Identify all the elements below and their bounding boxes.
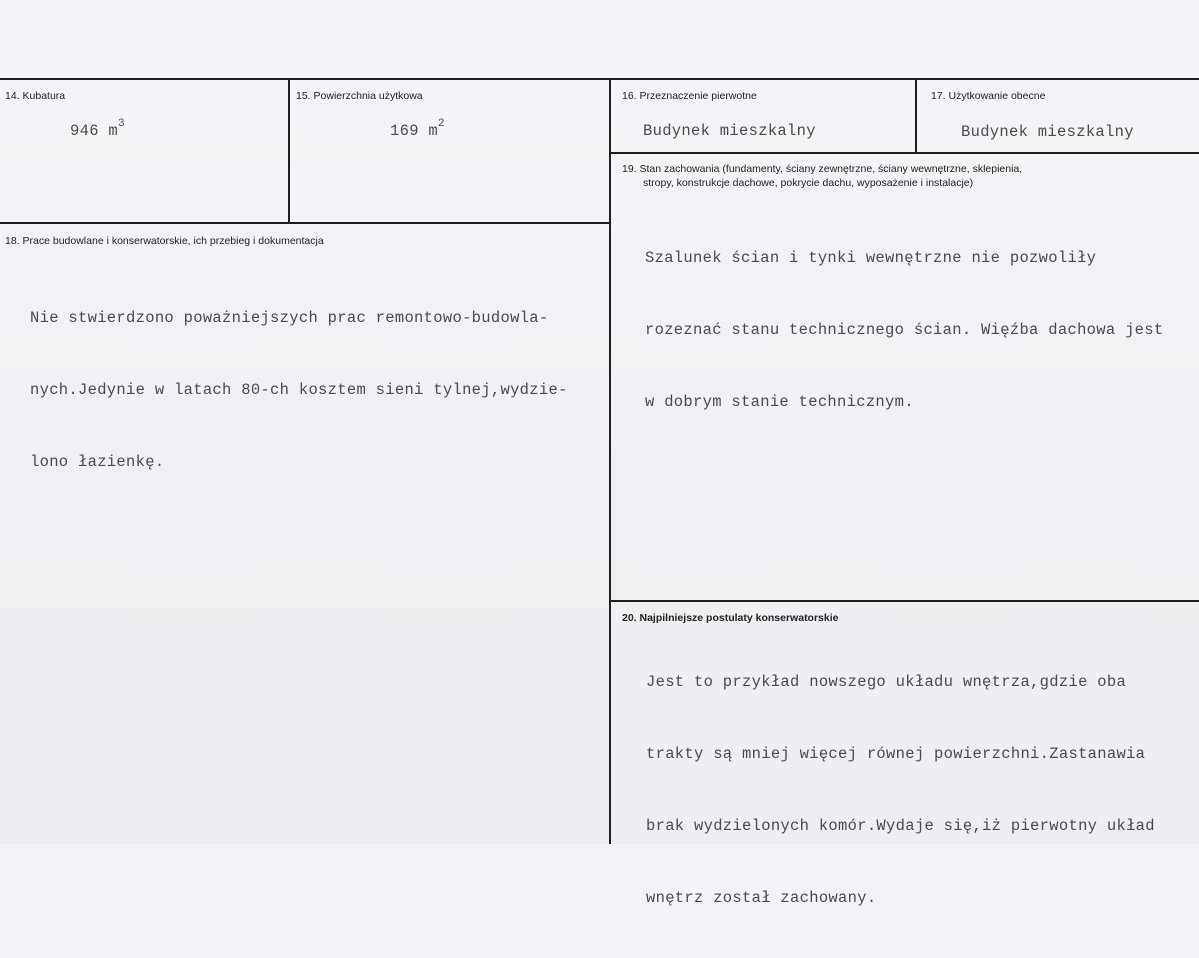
stan-zachowania-label-2: stropy, konstrukcje dachowe, pokrycie dachu, wyposażenie i instalacje) [643, 177, 974, 189]
grid-line-col-b [609, 78, 611, 844]
powierzchnia-value: 169 $m^2$ [390, 118, 445, 141]
stan-zachowania-label-1: 19. Stan zachowania (fundamenty, ściany zewnętrzne, ściany wewnętrzne, sklepienia, [622, 163, 1023, 175]
grid-line-right-top [609, 152, 1199, 154]
grid-line-left-mid [0, 222, 611, 224]
kubatura-label: 14. Kubatura [5, 90, 66, 102]
grid-line-right-low [609, 600, 1199, 602]
grid-line-col-c [915, 78, 917, 153]
powierzchnia-label: 15. Powierzchnia użytkowa [296, 90, 423, 102]
kubatura-value: 946 $m^3$ [70, 118, 125, 141]
prace-budowlane-label: 18. Prace budowlane i konserwatorskie, ich przebieg i dokumentacja [5, 235, 324, 247]
uzytkowanie-label: 17. Użytkowanie obecne [931, 90, 1046, 102]
prace-budowlane-text: Nie stwierdzono poważniejszych prac remontowo-budowla- nych.Jedynie w latach 80-ch kosztem sieni tylnej,wydzie- lono łazienkę. [30, 309, 568, 471]
postulaty-label: 20. Najpilniejsze postulaty konserwatorskie [622, 612, 839, 624]
przeznaczenie-value: Budynek mieszkalny [643, 122, 816, 140]
przeznaczenie-label: 16. Przeznaczenie pierwotne [622, 90, 757, 102]
uzytkowanie-value: Budynek mieszkalny [961, 123, 1134, 141]
grid-line-top [0, 78, 1199, 80]
grid-line-col-a [288, 78, 290, 224]
stan-zachowania-text: Szalunek ścian i tynki wewnętrzne nie pozwoliły rozeznać stanu technicznego ścian. Więźba dachowa jest w dobrym stanie technicznym. [645, 249, 1164, 411]
postulaty-text: Jest to przykład nowszego układu wnętrza,gdzie oba trakty są mniej więcej równej powierzchni.Zastanawia brak wydzielonych komór.Wydaje się,iż pierwotny układ wnętrz został zachowany. [646, 673, 1155, 907]
